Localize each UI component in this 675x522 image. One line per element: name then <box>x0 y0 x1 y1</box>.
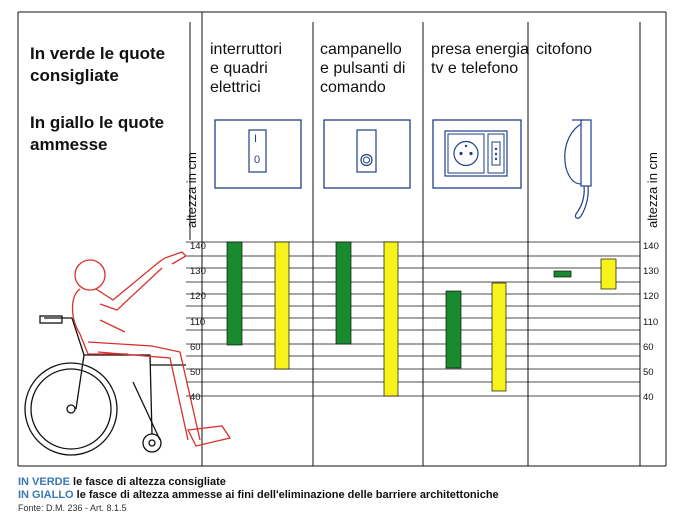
intercom-handset-icon <box>565 120 591 218</box>
allowed-height-bar <box>275 242 289 369</box>
column-header-line: interruttori <box>210 41 283 58</box>
tick-label: 110 <box>190 317 206 328</box>
recommended-height-bar <box>446 291 461 368</box>
tick-label: 40 <box>643 392 654 403</box>
column-header-line: campanello <box>320 41 402 58</box>
recommended-height-bar <box>336 242 351 344</box>
column-header-line: presa energia <box>431 41 529 58</box>
green-title-line2: consigliate <box>30 66 119 85</box>
tick-label: 120 <box>643 291 659 302</box>
tick-label: 110 <box>643 317 659 328</box>
caption-yellow-key: IN GIALLO <box>18 489 74 501</box>
allowed-height-bar <box>601 259 616 289</box>
column-header-line: tv e telefono <box>431 60 519 77</box>
caption-yellow-text: le fasce di altezza ammesse ai fini dell'eliminazione delle barriere architettoniche <box>73 489 499 501</box>
yellow-title-line2: ammesse <box>30 135 108 154</box>
switch-on-label: I <box>254 133 258 145</box>
yellow-title-line1: In giallo le quote <box>30 113 165 132</box>
recommended-height-bar <box>227 242 242 345</box>
column-header-line: e quadri <box>210 60 268 77</box>
column-header-doorbell <box>320 40 428 97</box>
doorbell-button-icon <box>324 120 410 188</box>
column-header-line: e pulsanti di <box>320 60 406 77</box>
allowed-height-bar <box>384 242 398 396</box>
tick-label: 60 <box>190 342 201 353</box>
caption-green-key: IN VERDE <box>18 476 70 488</box>
axis-unit-right: altezza in cm <box>645 152 660 228</box>
column-header-line: elettrici <box>210 79 261 96</box>
caption-green-text: le fasce di altezza consigliate <box>69 476 226 488</box>
column-header-line: citofono <box>536 41 593 58</box>
tick-label: 50 <box>190 367 201 378</box>
switch-off-label: 0 <box>254 154 261 166</box>
recommended-height-bar <box>554 271 571 277</box>
column-header-line: comando <box>320 79 386 96</box>
tick-label: 130 <box>643 266 659 277</box>
column-header-switches <box>210 40 318 97</box>
tick-label: 40 <box>190 392 201 403</box>
column-header-socket <box>431 40 539 78</box>
caption-yellow <box>18 489 499 501</box>
allowed-height-bar <box>492 283 506 391</box>
tick-label: 140 <box>643 241 659 252</box>
bars-layer <box>227 242 616 396</box>
tick-label: 60 <box>643 342 654 353</box>
tick-label: 130 <box>190 266 206 277</box>
caption-green <box>18 476 226 488</box>
caption-source: Fonte: D.M. 236 - Art. 8.1.5 <box>18 503 127 513</box>
wheelchair-user-illustration <box>25 252 230 455</box>
tick-label: 140 <box>190 241 206 252</box>
tick-label: 50 <box>643 367 654 378</box>
column-header-intercom <box>536 40 644 59</box>
power-socket-icon <box>433 120 521 188</box>
green-title-line1: In verde le quote <box>30 44 166 63</box>
tick-label: 120 <box>190 291 206 302</box>
axis-unit-left: altezza in cm <box>184 152 199 228</box>
